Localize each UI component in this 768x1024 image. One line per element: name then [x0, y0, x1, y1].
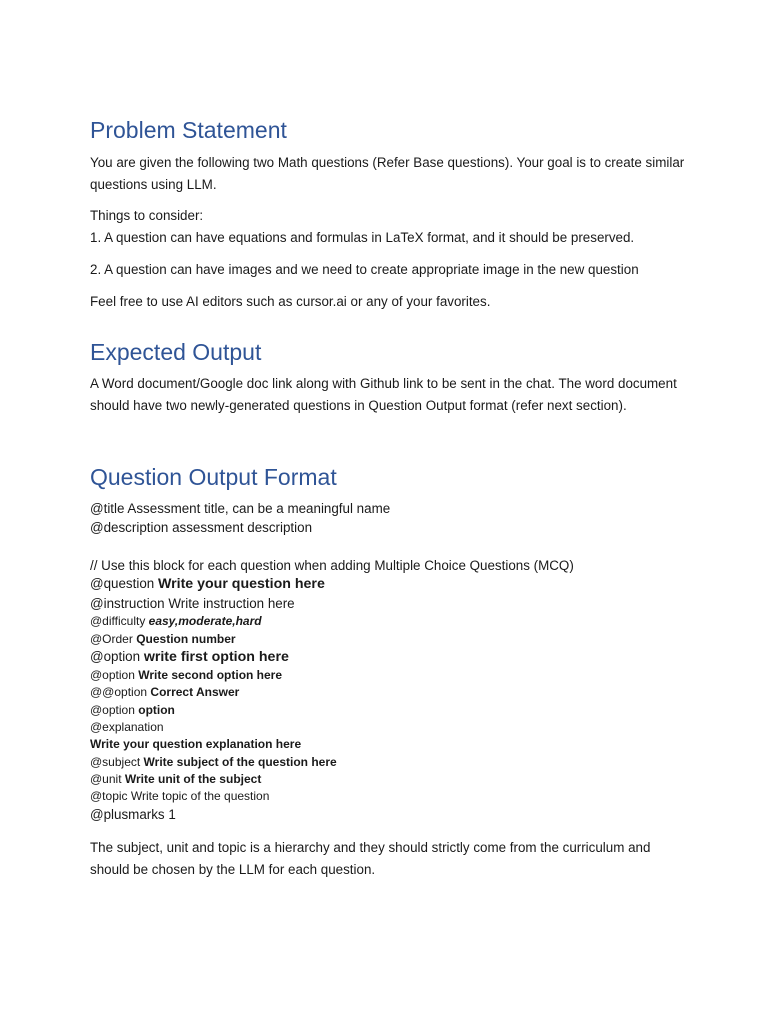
format-instruction-value: Write instruction here	[168, 596, 295, 611]
format-question-line	[90, 576, 325, 592]
format-unit-key: @unit	[90, 772, 122, 786]
format-option-second-value: Write second option here	[138, 668, 283, 682]
expected-output-heading: Expected Output	[90, 339, 262, 365]
things-to-consider-label: Things to consider:	[90, 208, 204, 223]
problem-statement-heading: Problem Statement	[90, 117, 287, 143]
format-explanation-value-line	[90, 737, 301, 751]
format-question-key: @question	[90, 576, 155, 591]
expected-output-paragraph: A Word document/Google doc link along with Github link to be sent in the chat. The word document should have two newly-generated questions in Question Output format (refer next section).	[90, 376, 677, 413]
consider-point-1: 1. A question can have equations and formulas in LaTeX format, and it should be preserved.	[90, 230, 635, 245]
format-subject-line	[90, 755, 337, 769]
format-instruction-key: @instruction	[90, 596, 165, 611]
format-plusmarks-line	[90, 807, 176, 822]
format-topic-line	[90, 789, 269, 803]
format-title-line	[90, 501, 390, 516]
question-output-format-heading: Question Output Format	[90, 464, 337, 490]
format-option-first-value: write first option here	[143, 649, 289, 665]
format-title-value: Assessment title, can be a meaningful name	[127, 501, 391, 516]
format-explanation-value: Write your question explanation here	[90, 737, 302, 751]
format-correct-option-key: @@option	[90, 685, 148, 699]
ai-editors-note: Feel free to use AI editors such as cursor.ai or any of your favorites.	[90, 294, 491, 309]
format-difficulty-key: @difficulty	[90, 614, 146, 628]
format-order-line	[90, 632, 236, 646]
format-subject-value: Write subject of the question here	[143, 755, 337, 769]
format-instruction-line	[90, 596, 295, 611]
format-option-second-key: @option	[90, 668, 135, 682]
format-topic-key: @topic	[90, 789, 128, 803]
format-order-value: Question number	[136, 632, 236, 646]
format-difficulty-line	[90, 614, 262, 628]
format-correct-option-value: Correct Answer	[150, 685, 240, 699]
hierarchy-note-paragraph: The subject, unit and topic is a hierarchy and they should strictly come from the curriculum and should be chosen by the LLM for each question.	[90, 840, 651, 877]
format-correct-option-line	[90, 685, 239, 699]
format-topic-value: Write topic of the question	[130, 789, 270, 803]
format-title-key: @title	[90, 501, 125, 516]
format-option-second-line	[90, 668, 282, 682]
format-unit-line	[90, 772, 261, 786]
format-plusmarks-key: @plusmarks	[90, 807, 165, 822]
format-option-first-line	[90, 649, 289, 665]
format-order-key: @Order	[90, 632, 133, 646]
format-option-first-key: @option	[90, 649, 141, 664]
format-option-third-line	[90, 703, 175, 717]
format-option-third-key: @option	[90, 703, 135, 717]
format-description-value: assessment description	[172, 520, 313, 535]
format-explanation-key: @explanation	[90, 720, 164, 734]
format-subject-key: @subject	[90, 755, 141, 769]
format-difficulty-value: easy,moderate,hard	[148, 614, 262, 628]
format-description-key: @description	[90, 520, 169, 535]
format-option-third-value: option	[138, 703, 175, 717]
mcq-block-comment: // Use this block for each question when adding Multiple Choice Questions (MCQ)	[90, 558, 574, 573]
consider-point-2: 2. A question can have images and we need to create appropriate image in the new question	[90, 262, 639, 277]
problem-intro-paragraph: You are given the following two Math questions (Refer Base questions). Your goal is to create similar questions using LLM.	[90, 155, 685, 192]
format-question-value: Write your question here	[157, 576, 325, 592]
format-plusmarks-value: 1	[168, 807, 176, 822]
format-unit-value: Write unit of the subject	[124, 772, 262, 786]
format-description-line	[90, 520, 312, 535]
